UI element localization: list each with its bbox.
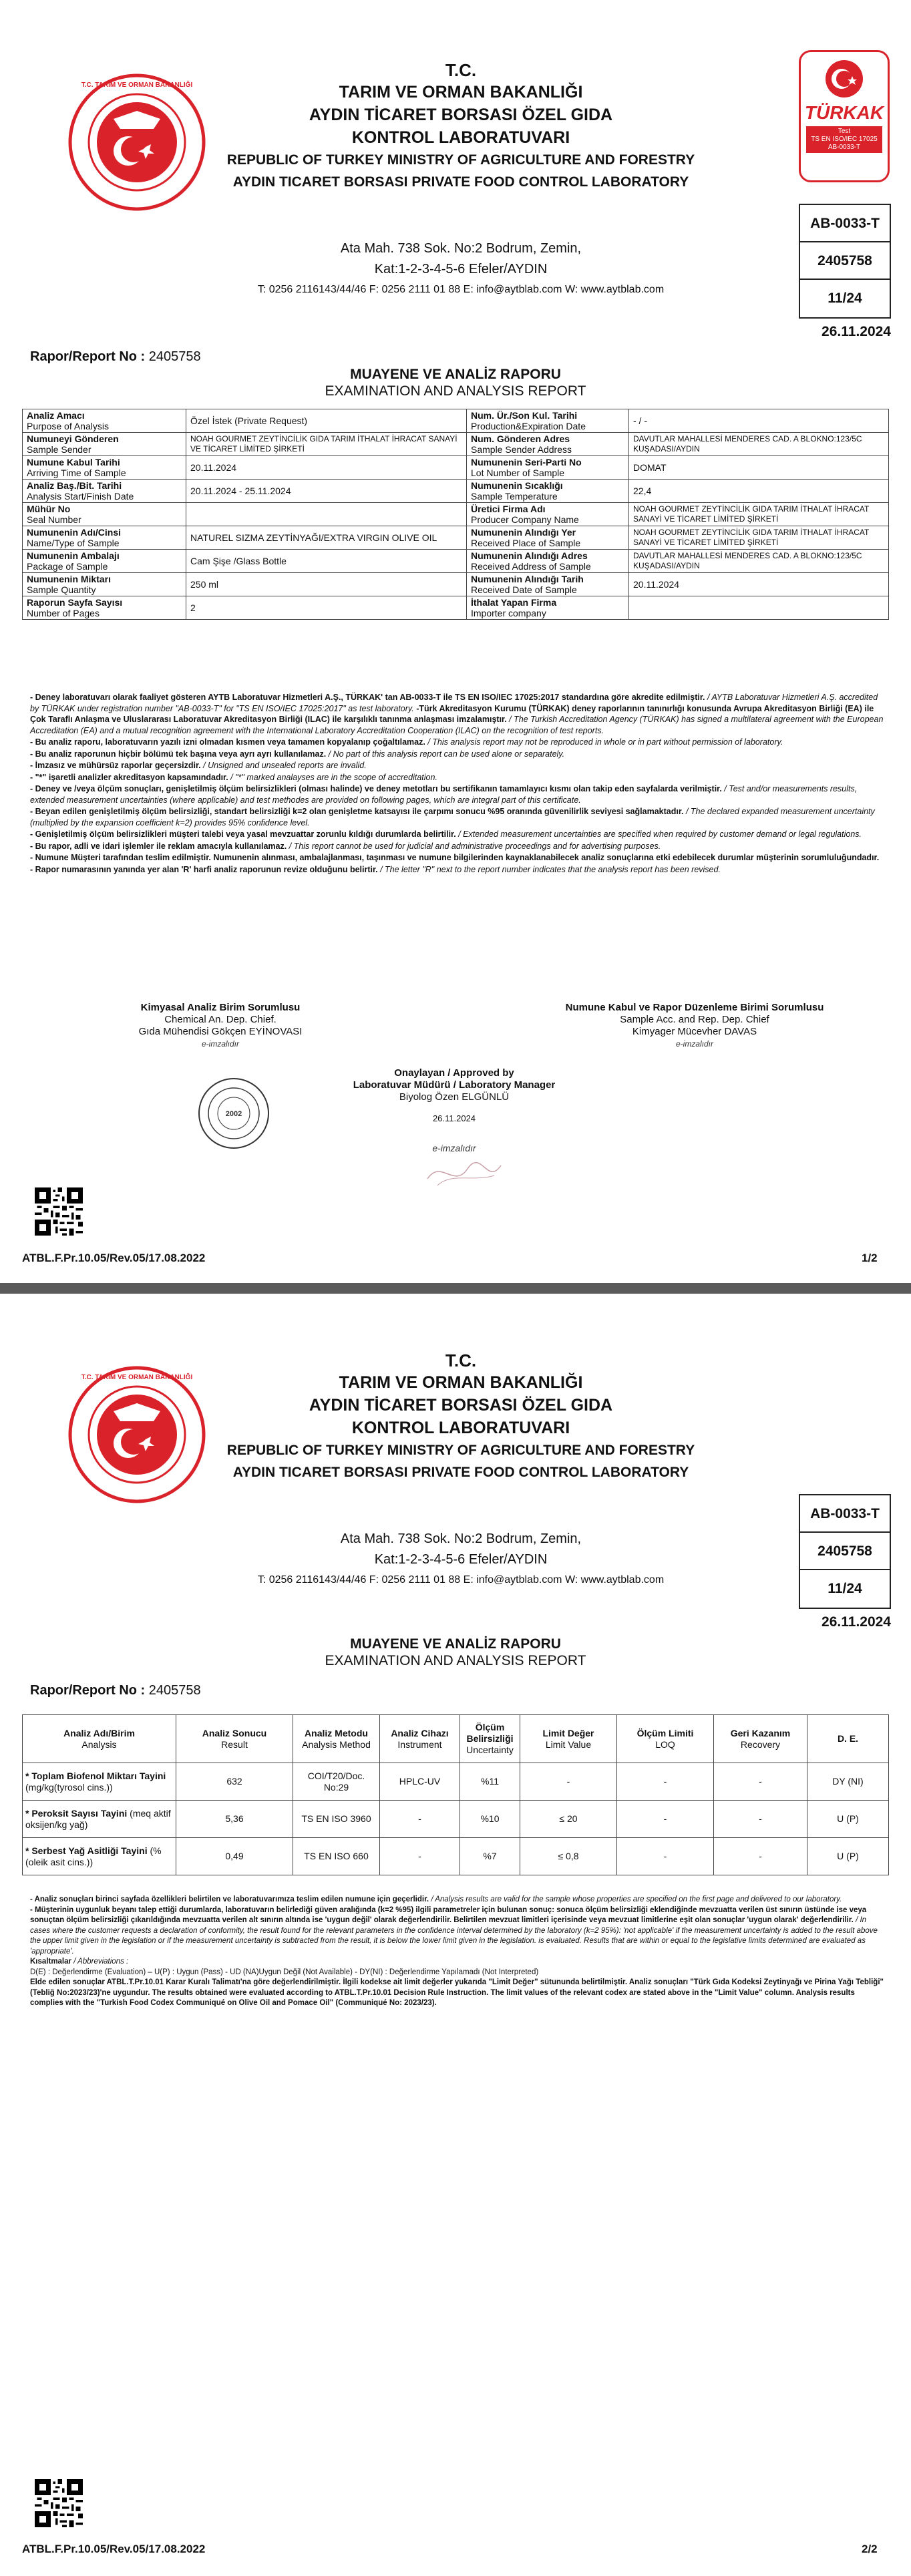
arrival-date-value: 20.11.2024: [186, 456, 467, 480]
sig-title-en: Sample Acc. and Rep. Dep. Chief: [620, 1014, 769, 1025]
label-en: Purpose of Analysis: [27, 421, 109, 431]
producer-value: NOAH GOURMET ZEYTİNCİLİK GIDA TARIM İTHALAT İHRACAT SANAYİ VE TİCARET LİMİTED ŞİRKETİ: [629, 503, 889, 526]
importer-value: [629, 596, 889, 620]
result-cell: 5,36: [176, 1801, 293, 1838]
lab-stamp-icon: [197, 1077, 270, 1150]
result-notes: [30, 1895, 888, 2009]
signature-sample: [528, 1002, 862, 1050]
table-row: [23, 573, 889, 596]
label-en: Arriving Time of Sample: [27, 468, 126, 478]
col-header: Limit Değer: [542, 1727, 594, 1738]
col-header: Analiz Adı/Birim: [63, 1727, 135, 1738]
label-en: Received Date of Sample: [471, 584, 577, 595]
address-line-1: Ata Mah. 738 Sok. No:2 Bodrum, Zemin,: [340, 241, 582, 256]
page-number: 1/2: [862, 1252, 878, 1264]
report-title-en: EXAMINATION AND ANALYSIS REPORT: [325, 1653, 586, 1668]
header-title-2: AYDIN TİCARET BORSASI ÖZEL GIDA: [309, 106, 613, 124]
label-en: Sample Temperature: [471, 491, 558, 502]
approver-title: Laboratuvar Müdürü / Laboratory Manager: [353, 1079, 556, 1091]
qr-code-icon: [35, 1187, 83, 1236]
label-tr: Analiz Amacı: [27, 410, 85, 421]
col-header: D. E.: [807, 1715, 889, 1763]
method-cell: COI/T20/Doc. No:29: [293, 1763, 380, 1801]
loq-cell: -: [617, 1838, 714, 1875]
header-title-en-1: REPUBLIC OF TURKEY MINISTRY OF AGRICULTURE AND FORESTRY: [226, 152, 695, 168]
report-title-block: [0, 366, 911, 399]
col-header: Analiz Cihazı: [391, 1727, 449, 1738]
col-header: Analiz Metodu: [305, 1727, 368, 1738]
report-title: MUAYENE VE ANALİZ RAPORU: [350, 1636, 561, 1652]
signature-approval: [287, 1067, 621, 1154]
header-title-3: KONTROL LABORATUVARI: [351, 1419, 570, 1437]
approved-by: Onaylayan / Approved by: [394, 1067, 514, 1079]
results-table: [22, 1714, 889, 1875]
label-tr: Analiz Baş./Bit. Tarihi: [27, 480, 122, 491]
svg-text:T.C. TARIM VE ORMAN BAKANLIĞI: T.C. TARIM VE ORMAN BAKANLIĞI: [81, 81, 193, 89]
sender-value: NOAH GOURMET ZEYTİNCİLİK GIDA TARIM İTHALAT İHRACAT SANAYİ VE TİCARET LİMİTED ŞİRKETİ: [186, 433, 467, 456]
table-row: [23, 433, 889, 456]
note: - Bu analiz raporunun hiçbir bölümü tek başına veya ayrı ayrı kullanılamaz. / No part of this analysis report can be used alone or separately.: [30, 749, 565, 759]
note: - İmzasız ve mühürsüz raporlar geçersizdir. / Unsigned and unsealed reports are invalid.: [30, 761, 367, 770]
sig-title-en: Chemical An. Dep. Chief.: [164, 1014, 277, 1025]
report-title-en: EXAMINATION AND ANALYSIS REPORT: [325, 383, 586, 399]
note: - Beyan edilen genişletilmiş ölçüm belirsizliği, standart belirsizliği k=2 olan genişletme katsayısı ile çarpımı sonucu %95 oranında güvenilirlik seviyesi sağlamaktadır. / The declared expanded measurement uncertainty (multiplied by the expansion coefficient k=2) provides 95% confidence level.: [30, 807, 875, 827]
ref-report-no: 2405758: [800, 242, 890, 280]
report-no-label: Rapor/Report No :: [30, 349, 146, 364]
label-en: Seal Number: [27, 514, 81, 525]
label-tr: Numunenin Alındığı Tarih: [471, 574, 584, 584]
header-title-3: KONTROL LABORATUVARI: [351, 128, 570, 147]
label-tr: Numunenin Miktarı: [27, 574, 112, 584]
report-no-value: 2405758: [148, 349, 201, 364]
note: - Müşterinin uygunluk beyanı talep ettiği durumlarda, laboratuvarın belirlediği güven aralığında (k=2 %95) ilgili parametreler için bulunan sonuç: sonuca ölçüm belirsizliği eklendiğinde mevzuatta verilen üst sınırın üstünde ise veya sonuçtan ölçüm belirsizliği çıkarıldığında mevzuatta verilen alt sınırın altında ise 'uygun değil' olarak değerlendirilir. Belirtilen mevzuat limitleri içerisinde veya mevzuat limitlerine eşit olan sonuçlar 'uygun olarak' değerlendirilir. / In cases where the customer requests a declaration of conformity, the result found for the relevant parameters in the confidence interval determined by the laboratory (k=2 95%): 'not applicable' if the measurement uncertainty is added to the result above the upper limit given in the legislation or if the measurement uncertainty is subtracted from the result, it is below the lower limit given in the legislation. is evaluated. Results that are within or equal to the legislative limits determined are evaluated as 'appropriate'.: [30, 1905, 878, 1956]
analysis-dates-value: 20.11.2024 - 25.11.2024: [186, 480, 467, 503]
ref-date: 26.11.2024: [822, 324, 891, 339]
label-en: Production&Expiration Date: [471, 421, 586, 431]
label-tr: Numunenin Seri-Parti No: [471, 457, 582, 468]
label-en: Importer company: [471, 608, 546, 618]
analysis-unit: (meq aktif oksijen/kg yağ): [25, 1807, 171, 1830]
turkak-test: Test: [838, 128, 851, 135]
recovery-cell: -: [714, 1801, 807, 1838]
report-page-2: [0, 1294, 911, 2576]
uncertainty-cell: %7: [460, 1838, 520, 1875]
uncertainty-cell: %11: [460, 1763, 520, 1801]
table-row: [23, 480, 889, 503]
recovery-cell: -: [714, 1838, 807, 1875]
table-row: [23, 1838, 889, 1875]
evaluation-cell: DY (NI): [807, 1763, 889, 1801]
ref-report-no: 2405758: [800, 1533, 890, 1570]
label-tr: Numunenin Alındığı Yer: [471, 527, 576, 538]
sig-name: Kimyager Mücevher DAVAS: [632, 1026, 757, 1037]
turkak-standard: TS EN ISO/IEC 17025: [811, 136, 878, 143]
report-no-value: 2405758: [148, 1683, 201, 1698]
report-no: [30, 349, 201, 365]
analysis-unit: (% (oleik asit cins.)): [25, 1845, 162, 1867]
ref-date: 26.11.2024: [822, 1614, 891, 1630]
turkak-crescent-icon: [824, 59, 864, 99]
label-tr: Numunenin Ambalajı: [27, 550, 120, 561]
table-header-row: Analiz Adı/Birim Analysis Analiz Sonucu Result Analiz Metodu Analysis Method Analiz Cihazı Instrument Ölçüm Belirsizliği Uncertainty Limit Değer Limit Value Ölçüm Limiti LOQ Geri Kazanım Recovery D. E.: [23, 1715, 889, 1763]
col-header: Ölçüm Limiti: [636, 1727, 694, 1738]
signature-chemical: [87, 1002, 354, 1050]
label-tr: Num. Gönderen Adres: [471, 433, 570, 444]
label-en: Sample Sender Address: [471, 444, 572, 455]
label-tr: Numunenin Alındığı Adres: [471, 550, 588, 561]
table-row: [23, 1763, 889, 1801]
header-title-en-2: AYDIN TICARET BORSASI PRIVATE FOOD CONTROL LABORATORY: [232, 1465, 689, 1480]
label-en: Package of Sample: [27, 561, 108, 572]
label-en: Received Place of Sample: [471, 538, 581, 548]
evaluation-cell: U (P): [807, 1838, 889, 1875]
label-en: Name/Type of Sample: [27, 538, 120, 548]
limit-cell: -: [520, 1763, 617, 1801]
e-signed-label: e-imzalıdır: [432, 1143, 476, 1153]
note: D(E) : Değerlendirme (Evaluation) – U(P) : Uygun (Pass) - UD (NA)Uygun Değil (Not Available) - DY(NI) : Değerlendirme Yapılamadı (Not Interpreted): [30, 1968, 539, 1976]
header-title-1: TARIM VE ORMAN BAKANLIĞI: [339, 83, 583, 102]
purpose-value: Özel İstek (Private Request): [186, 409, 467, 433]
report-title-block: [0, 1636, 911, 1669]
note: - Bu analiz raporu, laboratuvarın yazılı izni olmadan kısmen veya tamamen kopyalanıp çoğaltılamaz. / This analysis report may not be reproduced in whole or in part without permission of laboratory.: [30, 737, 783, 747]
header-title-2: AYDIN TİCARET BORSASI ÖZEL GIDA: [309, 1396, 613, 1415]
report-page-1: [0, 0, 911, 1283]
pages-value: 2: [186, 596, 467, 620]
limit-cell: ≤ 20: [520, 1801, 617, 1838]
sample-name-value: NATUREL SIZMA ZEYTİNYAĞI/EXTRA VIRGIN OLIVE OIL: [186, 526, 467, 550]
address-line-2: Kat:1-2-3-4-5-6 Efeler/AYDIN: [374, 1552, 548, 1567]
label-en: Producer Company Name: [471, 514, 579, 525]
label-tr: Numuneyi Gönderen: [27, 433, 119, 444]
label-en: Lot Number of Sample: [471, 468, 565, 478]
note: - Numune Müşteri tarafından teslim edilmiştir. Numunenin alınması, ambalajlanması, taşınması ve numune bilgilerinden kaynaklanabilecek analiz sonuçlarına etki edebilecek durumlar müşterinin sorumluluğundadır.: [30, 853, 880, 862]
col-header: Ölçüm Belirsizliği: [466, 1722, 514, 1744]
label-en: Sample Quantity: [27, 584, 96, 595]
sender-address-value: DAVUTLAR MAHALLESİ MENDERES CAD. A BLOKNO:123/5C KUŞADASI/AYDIN: [629, 433, 889, 456]
report-title: MUAYENE VE ANALİZ RAPORU: [350, 367, 561, 382]
instrument-cell: -: [380, 1838, 460, 1875]
approver-name: Biyolog Özen ELGÜNLÜ: [399, 1091, 510, 1103]
form-code: ATBL.F.Pr.10.05/Rev.05/17.08.2022: [22, 1252, 206, 1264]
sample-info-table: [22, 409, 889, 620]
header-tc: T.C.: [445, 1350, 477, 1370]
header-title-1: TARIM VE ORMAN BAKANLIĞI: [339, 1373, 583, 1392]
note: - Bu rapor, adli ve idari işlemler ile reklam amacıyla kullanılamaz. / This report cannot be used for judicial and administrative proceedings and for advertising purposes.: [30, 841, 661, 851]
table-row: [23, 526, 889, 550]
seal-value: [186, 503, 467, 526]
address-line-1: Ata Mah. 738 Sok. No:2 Bodrum, Zemin,: [340, 1531, 582, 1546]
label-tr: Num. Ür./Son Kul. Tarihi: [471, 410, 578, 421]
note: - "*" işaretli analizler akreditasyon kapsamındadır. / "*" marked analayses are in the scope of accreditation.: [30, 772, 437, 782]
note: - Deney laboratuvarı olarak faaliyet gösteren AYTB Laboratuvar Hizmetleri A.Ş., TÜRKAK' tan AB-0033-T ile TS EN ISO/IEC 17025:2017 standardına göre akredite edilmiştir. / AYTB Laboratuvar Hizmetleri A.Ş. accredited by TÜRKAK under registration number "AB-0033-T" for "TS EN ISO/IEC 17025:2017" as test laboratory. -Türk Akreditasyon Kurumu (TÜRKAK) deney raporlarının tanınırlığı konusunda Avrupa Akreditasyon Birliği (EA) ile Çok Taraflı Anlaşma ve Uluslararası Laboratuvar Akreditasyon Birliği (ILAC) ile karşılıklı tanınma anlaşması imzalamıştır. / The Turkish Accreditation Agency (TÜRKAK) has signed a multilateral agreement with the European Accreditation (EA) and a mutual recognition agreement with the International Laboratory Accreditation Cooperation (ILAC) on the recognition of test reports.: [30, 693, 884, 735]
label-en: Number of Pages: [27, 608, 100, 618]
header-tc: T.C.: [445, 60, 477, 80]
production-date-value: - / -: [629, 409, 889, 433]
turkak-code: AB-0033-T: [828, 144, 861, 151]
ref-rev: 11/24: [828, 1581, 862, 1596]
sig-title: Numune Kabul ve Rapor Düzenleme Birimi Sorumlusu: [565, 1002, 824, 1013]
quantity-value: 250 ml: [186, 573, 467, 596]
reference-box: [799, 1494, 891, 1609]
page-number: 2/2: [862, 2543, 878, 2555]
recovery-cell: -: [714, 1763, 807, 1801]
report-no-label: Rapor/Report No :: [30, 1683, 146, 1698]
label-tr: Raporun Sayfa Sayısı: [27, 597, 123, 608]
table-row: [23, 456, 889, 480]
contact-line: T: 0256 2116143/44/46 F: 0256 2111 01 88 E: info@aytblab.com W: www.aytblab.com: [257, 284, 665, 295]
table-row: [23, 1801, 889, 1838]
received-place-value: NOAH GOURMET ZEYTİNCİLİK GIDA TARIM İTHALAT İHRACAT SANAYİ VE TİCARET LİMİTED ŞİRKETİ: [629, 526, 889, 550]
method-cell: TS EN ISO 660: [293, 1838, 380, 1875]
temperature-value: 22,4: [629, 480, 889, 503]
method-cell: TS EN ISO 3960: [293, 1801, 380, 1838]
table-row: [23, 550, 889, 573]
disclaimer-notes: [30, 692, 888, 876]
analysis-name: * Peroksit Sayısı Tayini: [25, 1807, 128, 1819]
contact-line: T: 0256 2116143/44/46 F: 0256 2111 01 88 E: info@aytblab.com W: www.aytblab.com: [257, 1574, 665, 1586]
label-tr: Numune Kabul Tarihi: [27, 457, 120, 468]
instrument-cell: -: [380, 1801, 460, 1838]
received-date-value: 20.11.2024: [629, 573, 889, 596]
turkak-brand: TÜRKAK: [804, 102, 884, 123]
note: - Genişletilmiş ölçüm belirsizlikleri müşteri talebi veya yasal mevzuattar zorunlu kıldığı durumlarda belirtilir. / Extended measurement uncertainties are specified when required by customer demand or legal regulations.: [30, 830, 862, 839]
svg-text:T.C. TARIM VE ORMAN BAKANLIĞI: T.C. TARIM VE ORMAN BAKANLIĞI: [81, 1374, 193, 1381]
label-tr: Üretici Firma Adı: [471, 504, 546, 514]
label-tr: Numunenin Sıcaklığı: [471, 480, 563, 491]
package-value: Cam Şişe /Glass Bottle: [186, 550, 467, 573]
signature-scribble-icon: [421, 1152, 508, 1192]
qr-code-icon: [35, 2479, 83, 2527]
ref-accreditation: AB-0033-T: [800, 1495, 890, 1533]
analysis-name: * Serbest Yağ Asitliği Tayini: [25, 1845, 148, 1856]
lot-value: DOMAT: [629, 456, 889, 480]
label-tr: Numunenin Adı/Cinsi: [27, 527, 122, 538]
label-en: Sample Sender: [27, 444, 92, 455]
ref-rev: 11/24: [828, 291, 862, 306]
table-row: [23, 503, 889, 526]
result-cell: 0,49: [176, 1838, 293, 1875]
loq-cell: -: [617, 1763, 714, 1801]
turkak-accreditation-logo: [799, 50, 890, 182]
label-tr: Mühür No: [27, 504, 71, 514]
stamp-year: 2002: [225, 1110, 242, 1118]
approval-date: 26.11.2024: [432, 1113, 476, 1123]
note: Elde edilen sonuçlar ATBL.T.Pr.10.01 Karar Kuralı Talimatı'na göre değerlendirilmiştir. İlgili kodekse ait limit değerler yukarıda "Limit Değer" sütununda belirtilmiştir. Analiz sonuçları "Türk Gıda Kodeksi Zeytinyağı ve Pirina Yağı Tebliği" (Tebliğ No:2023/23)'ne uygundur. The results obtained were evaluated according to ATBL.T.Pr.10.01 Decision Rule Instruction. The limit values of the relevant codex are stated above in the "Limit Value" column. Analysis results complies with the "Turkish Food Codex Communiqué on Olive Oil and Pomace Oil" (Communiqué No: 2023/23).: [30, 1978, 884, 2007]
analysis-name: * Toplam Biofenol Miktarı Tayini: [25, 1770, 166, 1781]
instrument-cell: HPLC-UV: [380, 1763, 460, 1801]
label-tr: İthalat Yapan Firma: [471, 597, 557, 608]
label-en: Received Address of Sample: [471, 561, 591, 572]
sig-name: Gıda Mühendisi Gökçen EYİNOVASI: [138, 1026, 303, 1037]
result-cell: 632: [176, 1763, 293, 1801]
header-title-en-2: AYDIN TICARET BORSASI PRIVATE FOOD CONTROL LABORATORY: [232, 174, 689, 190]
note: Kısaltmalar / Abbreviations :: [30, 1958, 129, 1966]
uncertainty-cell: %10: [460, 1801, 520, 1838]
loq-cell: -: [617, 1801, 714, 1838]
form-code: ATBL.F.Pr.10.05/Rev.05/17.08.2022: [22, 2543, 206, 2555]
note: - Rapor numarasının yanında yer alan 'R' harfi analiz raporunun revize olduğunu belirtir. / The letter "R" next to the report number indicates that the analysis report has been revised.: [30, 864, 721, 874]
limit-cell: ≤ 0,8: [520, 1838, 617, 1875]
evaluation-cell: U (P): [807, 1801, 889, 1838]
col-header: Analiz Sonucu: [202, 1727, 267, 1738]
label-en: Analysis Start/Finish Date: [27, 491, 134, 502]
report-no: [30, 1683, 201, 1698]
e-signed-label: e-imzalıdır: [675, 1039, 713, 1049]
reference-box: [799, 204, 891, 319]
header-title-en-1: REPUBLIC OF TURKEY MINISTRY OF AGRICULTURE AND FORESTRY: [226, 1443, 695, 1458]
table-row: [23, 596, 889, 620]
note: - Deney ve /veya ölçüm sonuçları, genişletilmiş ölçüm belirsizlikleri (olması halinde) ve deney metotları bu sertifikanın tamamlayıcı kısmı olan takip eden sayfalarda verilmiştir. / Test and/or measurements results, extended measurement uncertainties (where applicable) and test methodes are provided on following pages, which are integral part of this certificate.: [30, 784, 858, 805]
address-line-2: Kat:1-2-3-4-5-6 Efeler/AYDIN: [374, 262, 548, 277]
received-address-value: DAVUTLAR MAHALLESİ MENDERES CAD. A BLOKNO:123/5C KUŞADASI/AYDIN: [629, 550, 889, 573]
analysis-unit: (mg/kg(tyrosol cins.)): [25, 1781, 113, 1793]
col-header: Geri Kazanım: [730, 1727, 791, 1738]
e-signed-label: e-imzalıdır: [201, 1039, 239, 1049]
sig-title: Kimyasal Analiz Birim Sorumlusu: [140, 1002, 301, 1013]
ref-accreditation: AB-0033-T: [800, 205, 890, 242]
table-row: [23, 409, 889, 433]
note: - Analiz sonuçları birinci sayfada özellikleri belirtilen ve laboratuvarımıza teslim edilen numune için geçerlidir. / Analysis results are valid for the sample whose properties are specified on the first page and delivered to our laboratory.: [30, 1895, 842, 1903]
